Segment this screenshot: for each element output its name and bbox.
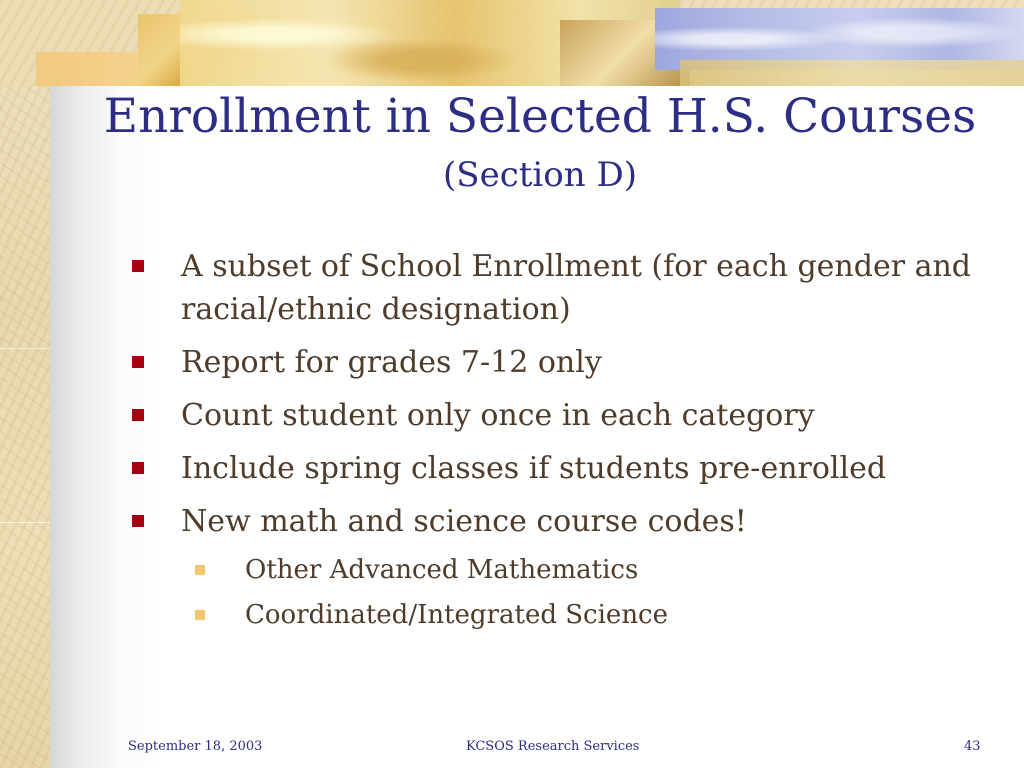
bullet-square-icon — [132, 462, 144, 474]
sub-bullet-square-icon — [195, 565, 205, 575]
slide-title-sub: (Section D) — [443, 155, 637, 195]
bullet-square-icon — [132, 356, 144, 368]
slide-title-main: Enrollment in Selected H.S. Courses — [103, 89, 977, 144]
bullet-square-icon — [132, 409, 144, 421]
slide-title — [60, 88, 1020, 204]
sub-bullet-square-icon — [195, 610, 205, 620]
footer-page-number: 43 — [964, 739, 981, 754]
footer-organization: KCSOS Research Services — [466, 739, 640, 754]
bullet-square-icon — [132, 260, 144, 272]
top-decorative-band — [0, 0, 1024, 86]
bullet-square-icon — [132, 515, 144, 527]
footer-date: September 18, 2003 — [128, 739, 263, 754]
left-decorative-strip — [0, 0, 50, 768]
